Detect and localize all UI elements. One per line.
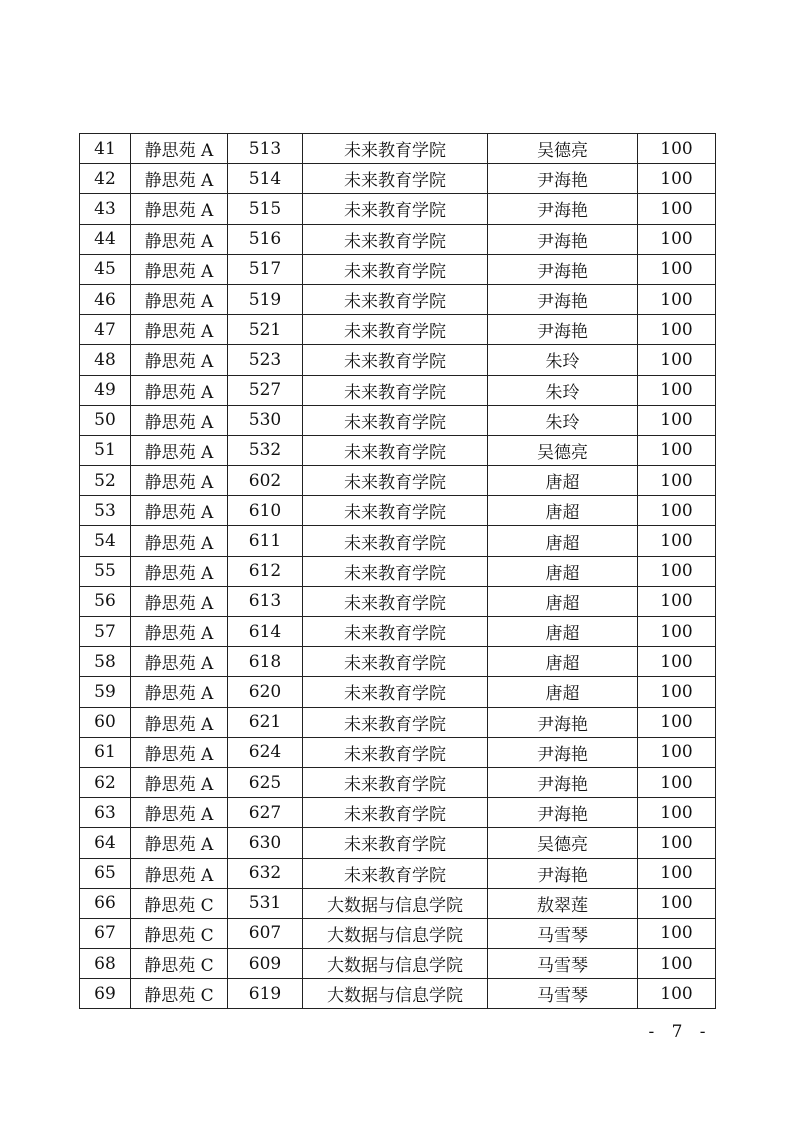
score-cell: 100: [638, 466, 716, 496]
college-cell: 大数据与信息学院: [303, 918, 488, 948]
room-number-cell: 523: [228, 345, 303, 375]
college-cell: 未来教育学院: [303, 677, 488, 707]
room-number-cell: 516: [228, 224, 303, 254]
counselor-cell: 唐超: [488, 496, 638, 526]
score-cell: 100: [638, 526, 716, 556]
dormitory-score-table: [79, 133, 716, 1009]
score-cell: 100: [638, 134, 716, 164]
table-row: [80, 767, 716, 797]
room-number-cell: 513: [228, 134, 303, 164]
counselor-cell: 唐超: [488, 677, 638, 707]
row-index-cell: 64: [80, 828, 131, 858]
counselor-cell: 朱玲: [488, 405, 638, 435]
room-number-cell: 620: [228, 677, 303, 707]
score-cell: 100: [638, 586, 716, 616]
table-row: [80, 134, 716, 164]
table-row: [80, 556, 716, 586]
building-cell: 静思苑 A: [131, 677, 228, 707]
table-row: [80, 586, 716, 616]
counselor-cell: 朱玲: [488, 345, 638, 375]
table-row: [80, 526, 716, 556]
counselor-cell: 唐超: [488, 647, 638, 677]
table-row: [80, 888, 716, 918]
building-cell: 静思苑 A: [131, 254, 228, 284]
score-cell: 100: [638, 405, 716, 435]
row-index-cell: 60: [80, 707, 131, 737]
building-cell: 静思苑 C: [131, 979, 228, 1009]
row-index-cell: 50: [80, 405, 131, 435]
college-cell: 未来教育学院: [303, 435, 488, 465]
building-cell: 静思苑 A: [131, 134, 228, 164]
score-cell: 100: [638, 284, 716, 314]
score-cell: 100: [638, 888, 716, 918]
counselor-cell: 尹海艳: [488, 284, 638, 314]
counselor-cell: 唐超: [488, 556, 638, 586]
counselor-cell: 马雪琴: [488, 918, 638, 948]
table-row: [80, 949, 716, 979]
table-row: [80, 798, 716, 828]
table-row: [80, 617, 716, 647]
counselor-cell: 尹海艳: [488, 224, 638, 254]
college-cell: 大数据与信息学院: [303, 979, 488, 1009]
room-number-cell: 607: [228, 918, 303, 948]
table-row: [80, 164, 716, 194]
building-cell: 静思苑 A: [131, 617, 228, 647]
score-cell: 100: [638, 798, 716, 828]
counselor-cell: 唐超: [488, 617, 638, 647]
college-cell: 未来教育学院: [303, 134, 488, 164]
college-cell: 未来教育学院: [303, 556, 488, 586]
row-index-cell: 69: [80, 979, 131, 1009]
row-index-cell: 42: [80, 164, 131, 194]
building-cell: 静思苑 A: [131, 375, 228, 405]
row-index-cell: 45: [80, 254, 131, 284]
table-row: [80, 918, 716, 948]
building-cell: 静思苑 A: [131, 828, 228, 858]
building-cell: 静思苑 A: [131, 858, 228, 888]
row-index-cell: 55: [80, 556, 131, 586]
row-index-cell: 52: [80, 466, 131, 496]
table-row: [80, 224, 716, 254]
college-cell: 未来教育学院: [303, 284, 488, 314]
room-number-cell: 618: [228, 647, 303, 677]
score-cell: 100: [638, 767, 716, 797]
room-number-cell: 632: [228, 858, 303, 888]
row-index-cell: 62: [80, 767, 131, 797]
table-row: [80, 254, 716, 284]
score-cell: 100: [638, 164, 716, 194]
table-row: [80, 828, 716, 858]
table-row: [80, 405, 716, 435]
row-index-cell: 67: [80, 918, 131, 948]
table-row: [80, 707, 716, 737]
college-cell: 未来教育学院: [303, 526, 488, 556]
score-cell: 100: [638, 194, 716, 224]
table-row: [80, 435, 716, 465]
college-cell: 未来教育学院: [303, 405, 488, 435]
score-cell: 100: [638, 737, 716, 767]
college-cell: 未来教育学院: [303, 586, 488, 616]
score-cell: 100: [638, 315, 716, 345]
counselor-cell: 敖翠莲: [488, 888, 638, 918]
room-number-cell: 621: [228, 707, 303, 737]
score-cell: 100: [638, 918, 716, 948]
counselor-cell: 吴德亮: [488, 435, 638, 465]
college-cell: 未来教育学院: [303, 164, 488, 194]
building-cell: 静思苑 A: [131, 767, 228, 797]
college-cell: 未来教育学院: [303, 224, 488, 254]
score-cell: 100: [638, 828, 716, 858]
score-cell: 100: [638, 556, 716, 586]
table-row: [80, 194, 716, 224]
table-row: [80, 496, 716, 526]
counselor-cell: 吴德亮: [488, 828, 638, 858]
room-number-cell: 531: [228, 888, 303, 918]
college-cell: 未来教育学院: [303, 858, 488, 888]
room-number-cell: 532: [228, 435, 303, 465]
row-index-cell: 68: [80, 949, 131, 979]
counselor-cell: 朱玲: [488, 375, 638, 405]
room-number-cell: 527: [228, 375, 303, 405]
table-row: [80, 979, 716, 1009]
row-index-cell: 49: [80, 375, 131, 405]
room-number-cell: 514: [228, 164, 303, 194]
room-number-cell: 614: [228, 617, 303, 647]
row-index-cell: 47: [80, 315, 131, 345]
score-cell: 100: [638, 254, 716, 284]
score-cell: 100: [638, 435, 716, 465]
counselor-cell: 吴德亮: [488, 134, 638, 164]
building-cell: 静思苑 A: [131, 556, 228, 586]
row-index-cell: 44: [80, 224, 131, 254]
room-number-cell: 517: [228, 254, 303, 284]
college-cell: 未来教育学院: [303, 315, 488, 345]
college-cell: 大数据与信息学院: [303, 949, 488, 979]
building-cell: 静思苑 C: [131, 949, 228, 979]
table-body: [80, 134, 716, 1009]
room-number-cell: 515: [228, 194, 303, 224]
building-cell: 静思苑 C: [131, 918, 228, 948]
table-row: [80, 284, 716, 314]
counselor-cell: 唐超: [488, 586, 638, 616]
college-cell: 未来教育学院: [303, 466, 488, 496]
row-index-cell: 51: [80, 435, 131, 465]
row-index-cell: 48: [80, 345, 131, 375]
building-cell: 静思苑 A: [131, 345, 228, 375]
row-index-cell: 57: [80, 617, 131, 647]
college-cell: 未来教育学院: [303, 707, 488, 737]
room-number-cell: 602: [228, 466, 303, 496]
counselor-cell: 马雪琴: [488, 949, 638, 979]
building-cell: 静思苑 A: [131, 496, 228, 526]
college-cell: 未来教育学院: [303, 798, 488, 828]
score-cell: 100: [638, 949, 716, 979]
score-cell: 100: [638, 224, 716, 254]
counselor-cell: 尹海艳: [488, 798, 638, 828]
score-cell: 100: [638, 375, 716, 405]
table-row: [80, 858, 716, 888]
row-index-cell: 43: [80, 194, 131, 224]
college-cell: 未来教育学院: [303, 345, 488, 375]
college-cell: 未来教育学院: [303, 254, 488, 284]
building-cell: 静思苑 A: [131, 435, 228, 465]
counselor-cell: 尹海艳: [488, 315, 638, 345]
table-row: [80, 737, 716, 767]
score-cell: 100: [638, 345, 716, 375]
college-cell: 未来教育学院: [303, 375, 488, 405]
college-cell: 未来教育学院: [303, 496, 488, 526]
score-cell: 100: [638, 647, 716, 677]
building-cell: 静思苑 A: [131, 164, 228, 194]
room-number-cell: 609: [228, 949, 303, 979]
college-cell: 未来教育学院: [303, 737, 488, 767]
room-number-cell: 611: [228, 526, 303, 556]
table-row: [80, 345, 716, 375]
row-index-cell: 41: [80, 134, 131, 164]
counselor-cell: 尹海艳: [488, 194, 638, 224]
counselor-cell: 马雪琴: [488, 979, 638, 1009]
building-cell: 静思苑 A: [131, 526, 228, 556]
counselor-cell: 唐超: [488, 526, 638, 556]
score-cell: 100: [638, 677, 716, 707]
building-cell: 静思苑 A: [131, 405, 228, 435]
college-cell: 未来教育学院: [303, 617, 488, 647]
score-cell: 100: [638, 858, 716, 888]
row-index-cell: 46: [80, 284, 131, 314]
counselor-cell: 尹海艳: [488, 737, 638, 767]
score-cell: 100: [638, 496, 716, 526]
college-cell: 大数据与信息学院: [303, 888, 488, 918]
counselor-cell: 唐超: [488, 466, 638, 496]
room-number-cell: 612: [228, 556, 303, 586]
college-cell: 未来教育学院: [303, 647, 488, 677]
counselor-cell: 尹海艳: [488, 164, 638, 194]
row-index-cell: 58: [80, 647, 131, 677]
counselor-cell: 尹海艳: [488, 707, 638, 737]
row-index-cell: 53: [80, 496, 131, 526]
room-number-cell: 613: [228, 586, 303, 616]
table-row: [80, 375, 716, 405]
counselor-cell: 尹海艳: [488, 767, 638, 797]
score-cell: 100: [638, 979, 716, 1009]
counselor-cell: 尹海艳: [488, 254, 638, 284]
table-row: [80, 647, 716, 677]
building-cell: 静思苑 A: [131, 586, 228, 616]
room-number-cell: 519: [228, 284, 303, 314]
building-cell: 静思苑 A: [131, 707, 228, 737]
building-cell: 静思苑 A: [131, 315, 228, 345]
row-index-cell: 65: [80, 858, 131, 888]
building-cell: 静思苑 A: [131, 798, 228, 828]
room-number-cell: 624: [228, 737, 303, 767]
score-cell: 100: [638, 617, 716, 647]
room-number-cell: 619: [228, 979, 303, 1009]
building-cell: 静思苑 A: [131, 737, 228, 767]
room-number-cell: 630: [228, 828, 303, 858]
row-index-cell: 61: [80, 737, 131, 767]
building-cell: 静思苑 A: [131, 194, 228, 224]
table-row: [80, 677, 716, 707]
building-cell: 静思苑 A: [131, 466, 228, 496]
room-number-cell: 610: [228, 496, 303, 526]
page-number: - 7 -: [648, 1022, 712, 1042]
college-cell: 未来教育学院: [303, 828, 488, 858]
row-index-cell: 56: [80, 586, 131, 616]
building-cell: 静思苑 A: [131, 647, 228, 677]
room-number-cell: 625: [228, 767, 303, 797]
building-cell: 静思苑 A: [131, 284, 228, 314]
table-row: [80, 315, 716, 345]
college-cell: 未来教育学院: [303, 767, 488, 797]
college-cell: 未来教育学院: [303, 194, 488, 224]
room-number-cell: 530: [228, 405, 303, 435]
room-number-cell: 521: [228, 315, 303, 345]
table-row: [80, 466, 716, 496]
row-index-cell: 66: [80, 888, 131, 918]
room-number-cell: 627: [228, 798, 303, 828]
building-cell: 静思苑 A: [131, 224, 228, 254]
row-index-cell: 59: [80, 677, 131, 707]
score-cell: 100: [638, 707, 716, 737]
row-index-cell: 63: [80, 798, 131, 828]
building-cell: 静思苑 C: [131, 888, 228, 918]
row-index-cell: 54: [80, 526, 131, 556]
counselor-cell: 尹海艳: [488, 858, 638, 888]
